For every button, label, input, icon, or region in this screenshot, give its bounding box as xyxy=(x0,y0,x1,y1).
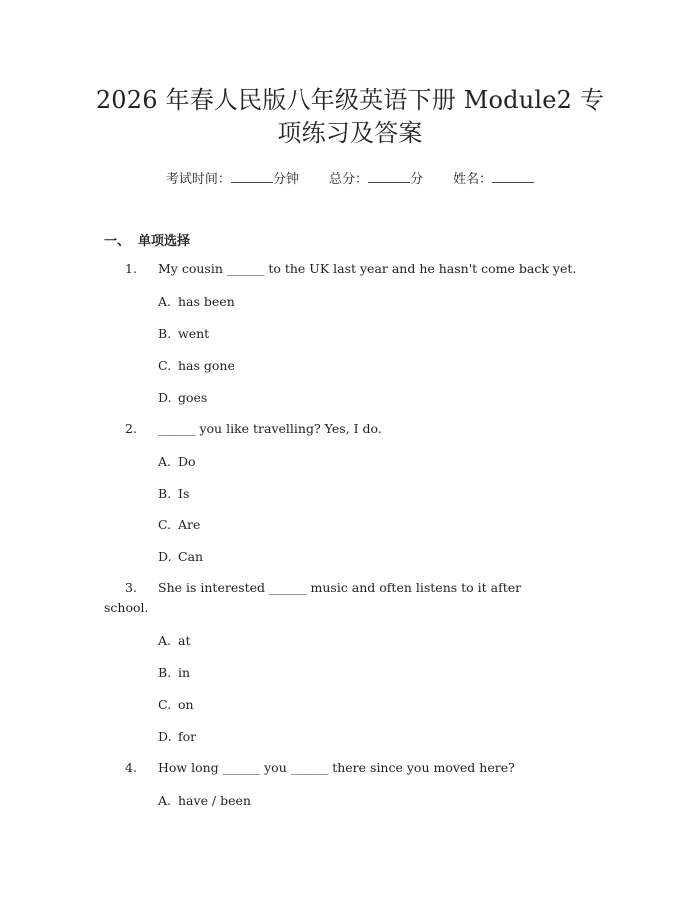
option-text: in xyxy=(178,665,191,680)
option-text: has been xyxy=(178,294,235,309)
exam-meta xyxy=(0,168,700,187)
question-2-option-c xyxy=(158,517,200,532)
exam-name xyxy=(453,168,534,187)
question-3-option-b xyxy=(158,665,190,680)
option-letter: A. xyxy=(158,454,172,469)
score-blank xyxy=(368,170,410,183)
option-text: on xyxy=(178,697,194,712)
section-number: 一、 xyxy=(104,234,131,249)
option-letter: B. xyxy=(158,665,172,680)
question-1-option-a xyxy=(158,294,235,309)
option-letter: A. xyxy=(158,633,172,648)
document-title xyxy=(60,84,640,150)
question-1-option-c xyxy=(158,358,235,373)
question-1-option-d xyxy=(158,390,207,405)
name-blank xyxy=(492,170,534,183)
option-text: Is xyxy=(178,486,190,501)
question-2 xyxy=(104,419,614,439)
question-4-option-a xyxy=(158,793,251,808)
question-text: How long ______ you ______ there since you moved here? xyxy=(158,760,515,775)
question-text: She is interested ______ music and often listens to it after xyxy=(158,580,522,595)
title-line-1: 2026 年春人民版八年级英语下册 Module2 专 xyxy=(95,86,605,114)
question-number: 1. xyxy=(125,261,137,276)
question-2-option-d xyxy=(158,549,203,564)
option-text: at xyxy=(178,633,191,648)
exam-score xyxy=(329,168,423,187)
name-label: 姓名： xyxy=(453,172,493,187)
question-line-1 xyxy=(104,578,614,598)
option-letter: A. xyxy=(158,793,172,808)
question-3 xyxy=(104,578,614,618)
option-letter: C. xyxy=(158,358,172,373)
question-number: 4. xyxy=(125,760,137,775)
section-heading xyxy=(104,230,190,249)
score-label: 总分： xyxy=(328,172,368,187)
question-4 xyxy=(104,758,614,778)
option-text: for xyxy=(178,729,197,744)
question-2-option-a xyxy=(158,454,196,469)
question-text: ______ you like travelling? Yes, I do. xyxy=(158,421,382,436)
option-letter: D. xyxy=(158,549,172,564)
option-text: Are xyxy=(178,517,201,532)
option-letter: D. xyxy=(158,729,172,744)
option-text: went xyxy=(178,326,210,341)
section-title: 单项选择 xyxy=(138,234,191,249)
title-line-2: 项练习及答案 xyxy=(277,119,423,147)
option-letter: B. xyxy=(158,486,172,501)
question-1 xyxy=(104,259,614,279)
option-letter: C. xyxy=(158,517,172,532)
option-letter: B. xyxy=(158,326,172,341)
question-1-option-b xyxy=(158,326,209,341)
exam-time xyxy=(166,168,299,187)
question-3-option-d xyxy=(158,729,196,744)
question-text: My cousin ______ to the UK last year and he hasn't come back yet. xyxy=(158,261,577,276)
option-letter: C. xyxy=(158,697,172,712)
option-text: have / been xyxy=(178,793,251,808)
question-line-2: school. xyxy=(104,600,149,615)
question-number: 3. xyxy=(125,580,137,595)
time-blank xyxy=(231,170,273,183)
score-unit: 分 xyxy=(410,172,424,187)
time-label: 考试时间： xyxy=(165,172,231,187)
question-3-option-a xyxy=(158,633,190,648)
option-letter: A. xyxy=(158,294,172,309)
option-text: has gone xyxy=(178,358,235,373)
option-text: Do xyxy=(178,454,196,469)
question-number: 2. xyxy=(125,421,137,436)
option-text: Can xyxy=(178,549,204,564)
time-unit: 分钟 xyxy=(272,172,299,187)
option-letter: D. xyxy=(158,390,172,405)
question-3-option-c xyxy=(158,697,194,712)
option-text: goes xyxy=(178,390,208,405)
question-2-option-b xyxy=(158,486,189,501)
